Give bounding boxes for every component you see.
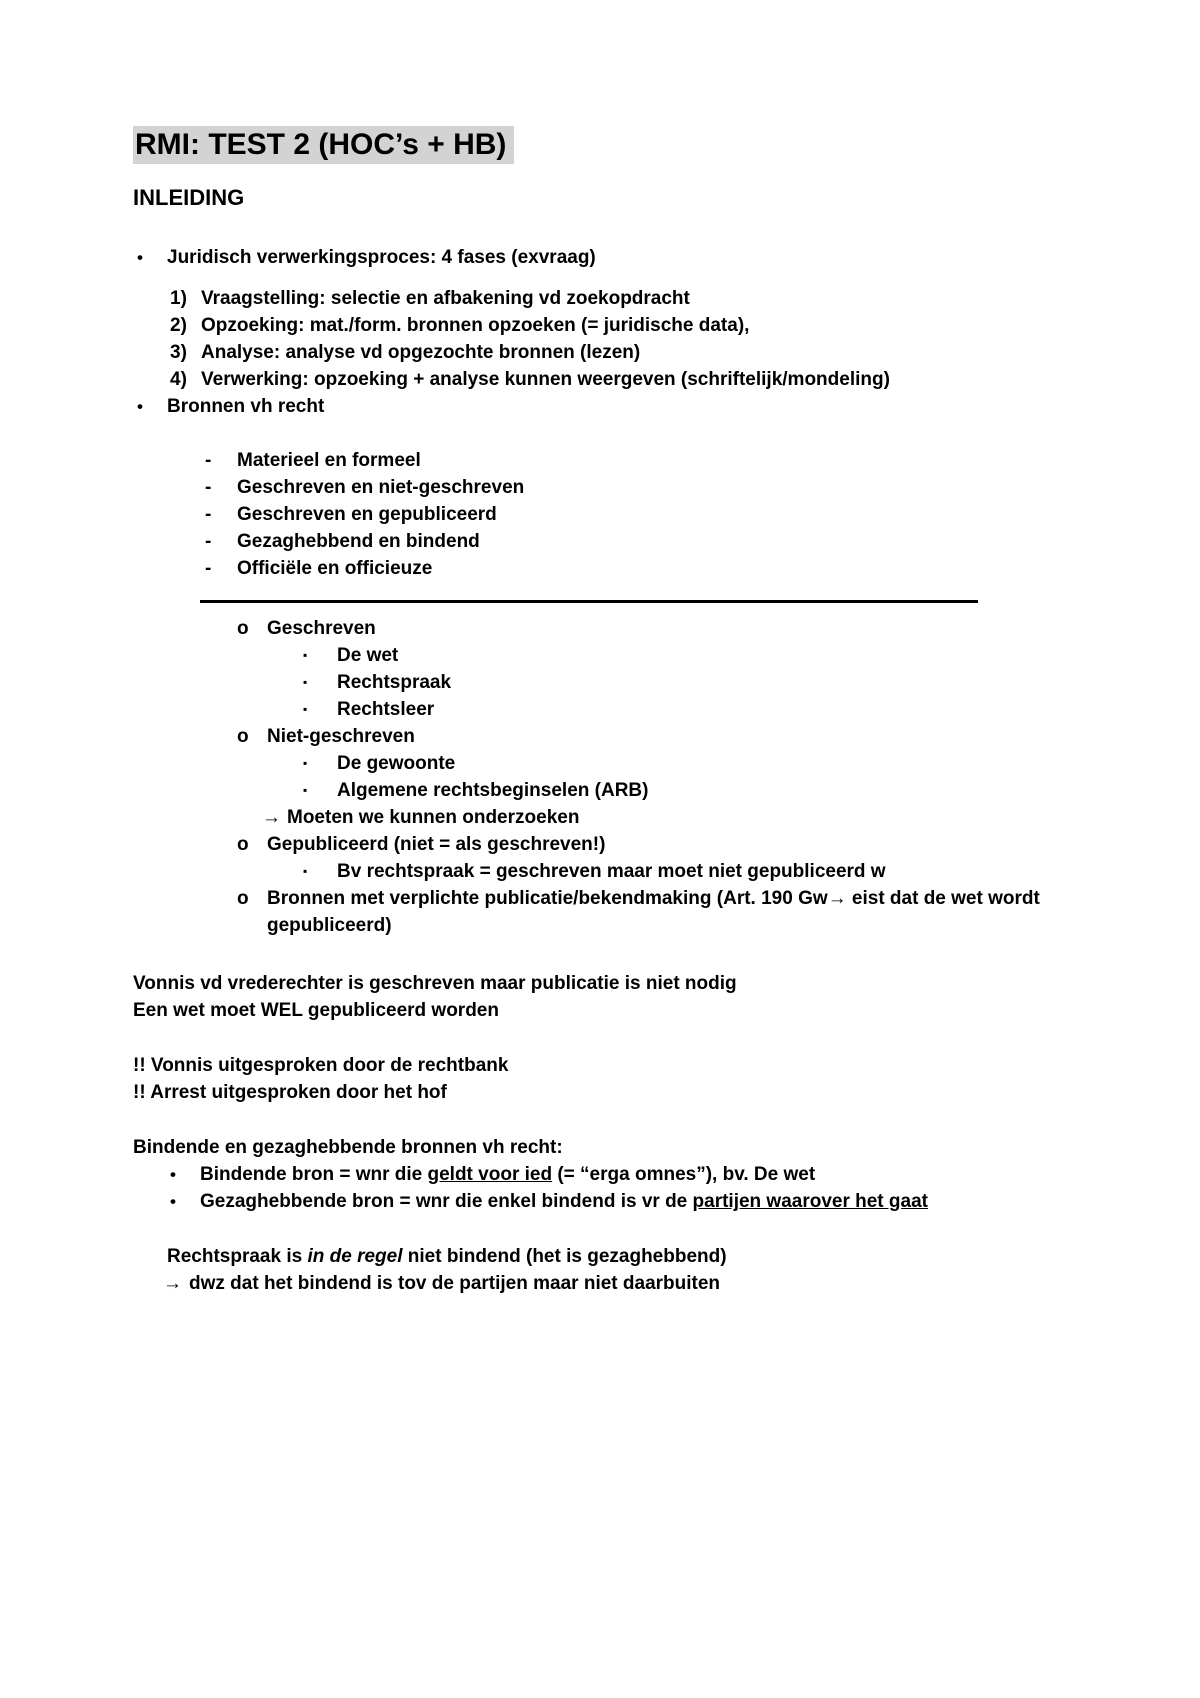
dash-icon: - — [205, 558, 212, 579]
list-item — [303, 858, 1082, 885]
numbered-item — [170, 339, 1082, 366]
arrow-icon: → — [262, 807, 281, 828]
list-item — [303, 777, 1082, 804]
list-item-text: Opzoeking: mat./form. bronnen opzoeken (= juridische data), — [201, 315, 750, 336]
list-item-text: Bv rechtspraak = geschreven maar moet niet gepubliceerd w — [337, 861, 886, 882]
list-item-text: Vraagstelling: selectie en afbakening vd zoekopdracht — [201, 288, 690, 309]
number-label: 3) — [170, 342, 187, 363]
list-item — [303, 669, 1082, 696]
list-item — [137, 393, 1082, 420]
dash-list — [133, 447, 1082, 582]
binding-section — [133, 1134, 1082, 1297]
number-label: 4) — [170, 369, 187, 390]
text-segment: Rechtspraak is — [167, 1246, 308, 1267]
list-item — [237, 615, 1082, 642]
list-item — [170, 1161, 1082, 1188]
process-heading: Juridisch verwerkingsproces: 4 fases (exvraag) — [167, 247, 596, 268]
dash-icon: - — [205, 531, 212, 552]
list-item-text: Rechtsleer — [337, 699, 435, 720]
page-title — [133, 126, 1082, 164]
circle-icon: o — [237, 726, 249, 747]
list-item — [170, 1188, 1082, 1215]
list-item — [205, 555, 1082, 582]
divider — [200, 600, 978, 603]
list-item-text: dwz dat het bindend is tov de partijen maar niet daarbuiten — [189, 1273, 721, 1294]
text-segment: Bindende bron = wnr die — [200, 1164, 428, 1185]
list-item-text: Moeten we kunnen onderzoeken — [287, 807, 580, 828]
list-item — [303, 696, 1082, 723]
list-item-text: Gezaghebbend en bindend — [237, 531, 480, 552]
conclusion-arrow-line — [163, 1270, 1082, 1297]
number-label: 2) — [170, 315, 187, 336]
note-line: !! Vonnis uitgesproken door de rechtbank — [133, 1055, 509, 1076]
numbered-list — [133, 285, 1082, 393]
dash-icon: - — [205, 477, 212, 498]
bullet-icon: • — [170, 1165, 176, 1184]
notes-paragraph — [133, 1052, 1082, 1106]
numbered-item — [170, 366, 1082, 393]
underlined-text: partijen waarover het gaat — [692, 1191, 928, 1212]
square-icon: ▪ — [303, 648, 308, 662]
binding-heading: Bindende en gezaghebbende bronnen vh recht: — [133, 1137, 563, 1158]
list-item-text: Geschreven en niet-geschreven — [237, 477, 525, 498]
square-icon: ▪ — [303, 864, 308, 878]
list-item — [205, 447, 1082, 474]
numbered-item — [170, 312, 1082, 339]
numbered-item — [170, 285, 1082, 312]
square-icon: ▪ — [303, 702, 308, 716]
list-item-text: Algemene rechtsbeginselen (ARB) — [337, 780, 649, 801]
list-item-text: De wet — [337, 645, 399, 666]
list-item — [205, 474, 1082, 501]
sources-heading: Bronnen vh recht — [167, 396, 325, 417]
conclusion-line — [167, 1243, 1082, 1270]
note-line: Vonnis vd vrederechter is geschreven maar publicatie is niet nodig — [133, 973, 737, 994]
section-heading: INLEIDING — [133, 185, 245, 210]
number-label: 1) — [170, 288, 187, 309]
list-item-text — [200, 1161, 1082, 1188]
square-icon: ▪ — [303, 783, 308, 797]
list-item-text: Geschreven — [267, 618, 376, 639]
list-item — [237, 723, 1082, 750]
list-item-text: Niet-geschreven — [267, 726, 415, 747]
list-item-text: Bronnen met verplichte publicatie/bekendmaking (Art. 190 Gw→ eist dat de wet wordt gepubliceerd) — [267, 888, 1040, 936]
bullet-icon: • — [137, 248, 143, 267]
bullet-icon: • — [170, 1192, 176, 1211]
arrow-icon: → — [163, 1273, 182, 1294]
bullet-icon: • — [137, 397, 143, 416]
list-item-text: De gewoonte — [337, 753, 456, 774]
list-item — [303, 750, 1082, 777]
circle-icon: o — [237, 888, 249, 909]
square-icon: ▪ — [303, 756, 308, 770]
underlined-text: geldt voor ied — [427, 1164, 553, 1185]
list-item — [303, 642, 1082, 669]
list-item-text: Rechtspraak — [337, 672, 452, 693]
list-item-text: Officiële en officieuze — [237, 558, 433, 579]
list-item — [237, 831, 1082, 858]
notes-paragraph — [133, 970, 1082, 1024]
list-item-text: Analyse: analyse vd opgezochte bronnen (lezen) — [201, 342, 641, 363]
list-item — [237, 885, 1082, 939]
circle-icon: o — [237, 834, 249, 855]
square-icon: ▪ — [303, 675, 308, 689]
list-item-text: Verwerking: opzoeking + analyse kunnen weergeven (schriftelijk/mondeling) — [201, 369, 890, 390]
italic-text: in de regel — [307, 1246, 403, 1267]
list-item — [205, 528, 1082, 555]
highlighted-title-text: RMI: TEST 2 (HOC’s + HB) — [133, 126, 514, 164]
note-line: Een wet moet WEL gepubliceerd worden — [133, 1000, 499, 1021]
list-item — [262, 804, 1082, 831]
outline-list — [133, 615, 1082, 939]
text-segment: niet bindend (het is gezaghebbend) — [402, 1246, 727, 1267]
list-item-text: Geschreven en gepubliceerd — [237, 504, 497, 525]
circle-icon: o — [237, 618, 249, 639]
dash-icon: - — [205, 504, 212, 525]
list-item-text: Materieel en formeel — [237, 450, 421, 471]
list-item-text — [200, 1188, 1082, 1215]
text-segment: Gezaghebbende bron = wnr die enkel bindend is vr de — [200, 1191, 693, 1212]
note-line: !! Arrest uitgesproken door het hof — [133, 1082, 447, 1103]
list-item — [137, 244, 1082, 271]
list-item-text: Gepubliceerd (niet = als geschreven!) — [267, 834, 606, 855]
dash-icon: - — [205, 450, 212, 471]
text-segment: (= “erga omnes”), bv. De wet — [552, 1164, 816, 1185]
list-item — [205, 501, 1082, 528]
